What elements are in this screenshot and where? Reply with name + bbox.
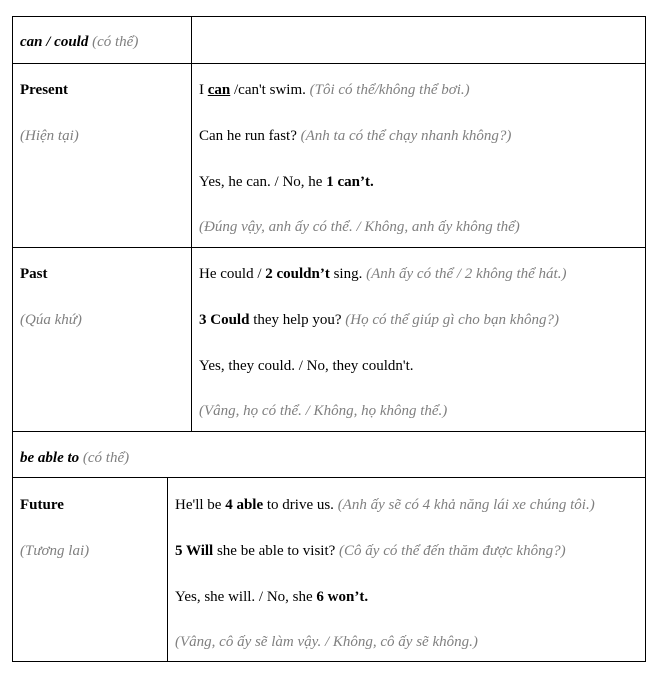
future-label: Future xyxy=(20,497,64,513)
answer-5: 5 Will xyxy=(175,543,214,559)
grammar-table xyxy=(12,16,646,662)
past-line-2: 3 Could they help you? (Họ có thể giúp gì cho bạn không?) xyxy=(199,312,559,328)
vietnamese-translation: (Anh ta có thể chạy nhanh không?) xyxy=(300,128,512,144)
past-line-3: Yes, they could. / No, they couldn't. xyxy=(199,358,414,374)
answer-3: 3 Could xyxy=(199,312,250,328)
can-could-header xyxy=(20,33,138,51)
future-line-3: Yes, she will. / No, she 6 won’t. xyxy=(175,589,369,605)
row-divider xyxy=(13,247,645,248)
vietnamese-translation: (Họ có thể giúp gì cho bạn không?) xyxy=(345,312,559,328)
answer-1: 1 can’t. xyxy=(326,174,374,190)
answer-6: 6 won’t. xyxy=(316,589,369,605)
future-label-vi: (Tương lai) xyxy=(20,543,90,559)
vietnamese-translation: (Cô ấy có thể đến thăm được không?) xyxy=(339,543,566,559)
be-able-to-header xyxy=(20,449,129,467)
row-divider xyxy=(13,431,645,432)
column-divider xyxy=(191,17,192,431)
present-label: Present xyxy=(20,82,69,98)
vietnamese-translation: (Tôi có thể/không thể bơi.) xyxy=(309,82,470,98)
header-translation: (có thể) xyxy=(82,450,130,466)
present-line-2: Can he run fast? (Anh ta có thể chạy nhanh không?) xyxy=(199,128,512,144)
past-label: Past xyxy=(20,266,48,282)
past-label-vi: (Qúa khứ) xyxy=(20,312,82,328)
past-line-1: He could / 2 couldn’t sing. (Anh ấy có thể / 2 không thể hát.) xyxy=(199,266,567,282)
answer-2: 2 couldn’t xyxy=(265,266,330,282)
future-line-4: (Vâng, cô ấy sẽ làm vậy. / Không, cô ấy sẽ không.) xyxy=(175,634,478,650)
present-line-4: (Đúng vậy, anh ấy có thể. / Không, anh ấy không thể) xyxy=(199,219,520,235)
answer-4: 4 able xyxy=(225,497,264,513)
header-translation: (có thể) xyxy=(92,34,139,50)
row-divider xyxy=(13,477,645,478)
column-divider xyxy=(167,477,168,662)
vietnamese-translation: (Anh ấy sẽ có 4 khả năng lái xe chúng tôi.) xyxy=(337,497,595,513)
future-line-2: 5 Will she be able to visit? (Cô ấy có thể đến thăm được không?) xyxy=(175,543,566,559)
keyword-can: can xyxy=(207,82,231,98)
header-term: be able to xyxy=(20,450,80,466)
past-line-4: (Vâng, họ có thể. / Không, họ không thể.) xyxy=(199,403,448,419)
present-line-3: Yes, he can. / No, he 1 can’t. xyxy=(199,174,374,190)
row-divider xyxy=(13,63,645,64)
header-term: can / could xyxy=(20,34,89,50)
present-label-vi: (Hiện tại) xyxy=(20,128,79,144)
future-line-1: He'll be 4 able to drive us. (Anh ấy sẽ có 4 khả năng lái xe chúng tôi.) xyxy=(175,497,595,513)
present-line-1: I can /can't swim. (Tôi có thể/không thể bơi.) xyxy=(199,82,470,98)
vietnamese-translation: (Anh ấy có thể / 2 không thể hát.) xyxy=(366,266,567,282)
